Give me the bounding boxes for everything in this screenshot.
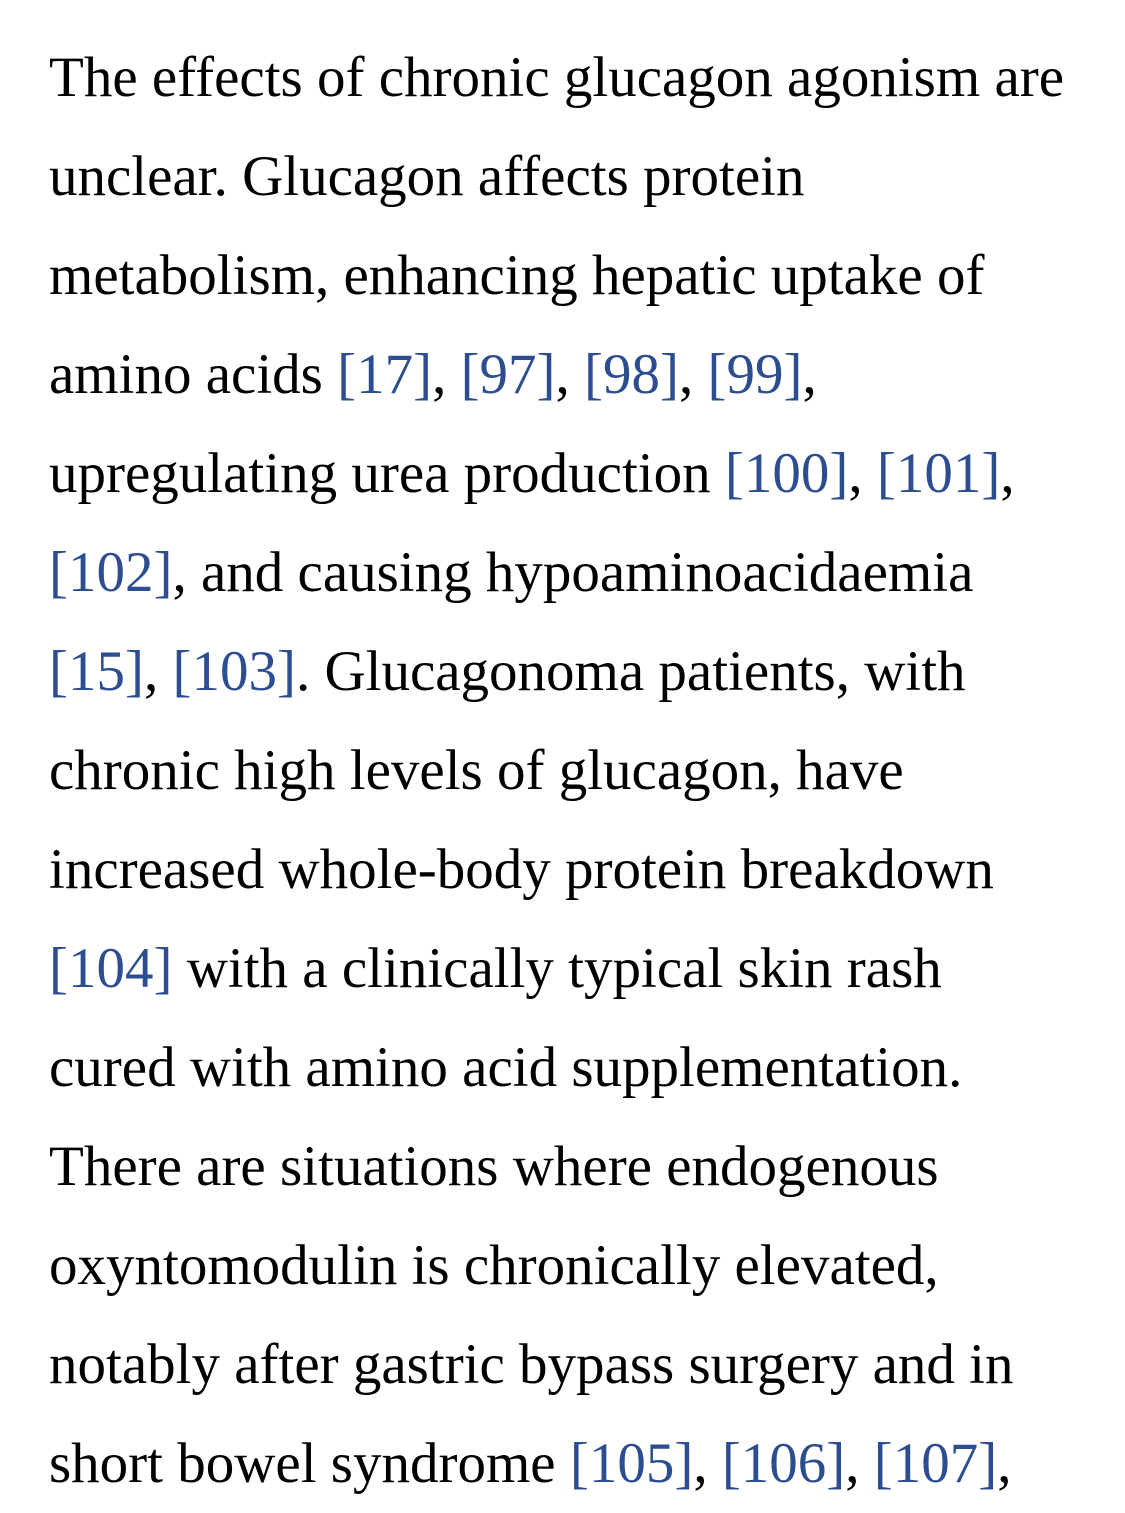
text-segment: . Glucagonoma patients, with	[295, 640, 966, 703]
citation-link[interactable]: [104]	[49, 937, 173, 1000]
citation-link[interactable]: [103]	[172, 640, 296, 703]
text-segment: ,	[845, 1432, 874, 1495]
text-segment: ,	[679, 343, 708, 406]
text-segment: The effects of chronic glucagon agonism are	[49, 46, 1065, 109]
citation-link[interactable]: [102]	[49, 541, 173, 604]
text-segment: with a clinically typical skin rash	[172, 937, 942, 1000]
text-segment: ,	[693, 1432, 722, 1495]
text-line	[49, 28, 1089, 127]
text-line	[49, 919, 1089, 1018]
citation-link[interactable]: [107]	[873, 1432, 998, 1495]
text-segment: oxyntomodulin is chronically elevated,	[49, 1234, 939, 1297]
citation-link[interactable]: [98]	[584, 343, 679, 406]
text-line	[49, 226, 1089, 325]
text-line	[49, 523, 1089, 622]
text-segment: cured with amino acid supplementation.	[49, 1036, 963, 1099]
citation-link[interactable]: [15]	[49, 640, 144, 703]
text-line	[49, 127, 1089, 226]
citation-link[interactable]: [100]	[724, 442, 849, 505]
text-segment: unclear. Glucagon affects protein	[49, 145, 805, 208]
text-line	[49, 1315, 1089, 1414]
text-line	[49, 424, 1089, 523]
text-segment: ,	[555, 343, 585, 406]
text-segment: ,	[143, 640, 173, 703]
text-line	[49, 820, 1089, 919]
text-segment: upregulating urea production	[49, 442, 725, 505]
text-segment: notably after gastric bypass surgery and in	[49, 1333, 1014, 1396]
citation-link[interactable]: [97]	[460, 343, 556, 406]
text-segment: increased whole-body protein breakdown	[49, 838, 994, 901]
citation-link[interactable]: [106]	[721, 1432, 846, 1495]
text-line	[49, 1018, 1089, 1117]
text-line	[49, 622, 1089, 721]
text-segment: ,	[802, 343, 817, 406]
citation-link[interactable]: [17]	[337, 343, 433, 406]
text-segment: ,	[997, 1432, 1012, 1495]
citation-link[interactable]: [101]	[876, 442, 1001, 505]
text-segment: chronic high levels of glucagon, have	[49, 739, 904, 802]
text-line	[49, 1414, 1089, 1513]
text-line	[49, 1117, 1089, 1216]
text-segment: , and causing hypoaminoacidaemia	[172, 541, 974, 604]
citation-link[interactable]: [105]	[569, 1432, 694, 1495]
text-segment: amino acids	[49, 343, 338, 406]
text-segment: There are situations where endogenous	[49, 1135, 939, 1198]
text-line	[49, 1216, 1089, 1315]
text-line	[49, 721, 1089, 820]
text-line	[49, 325, 1089, 424]
text-segment: metabolism, enhancing hepatic uptake of	[49, 244, 985, 307]
text-segment: ,	[848, 442, 877, 505]
text-segment: short bowel syndrome	[49, 1432, 570, 1495]
text-segment: ,	[432, 343, 461, 406]
article-paragraph	[49, 28, 1089, 1513]
text-segment: ,	[1000, 442, 1015, 505]
citation-link[interactable]: [99]	[707, 343, 803, 406]
